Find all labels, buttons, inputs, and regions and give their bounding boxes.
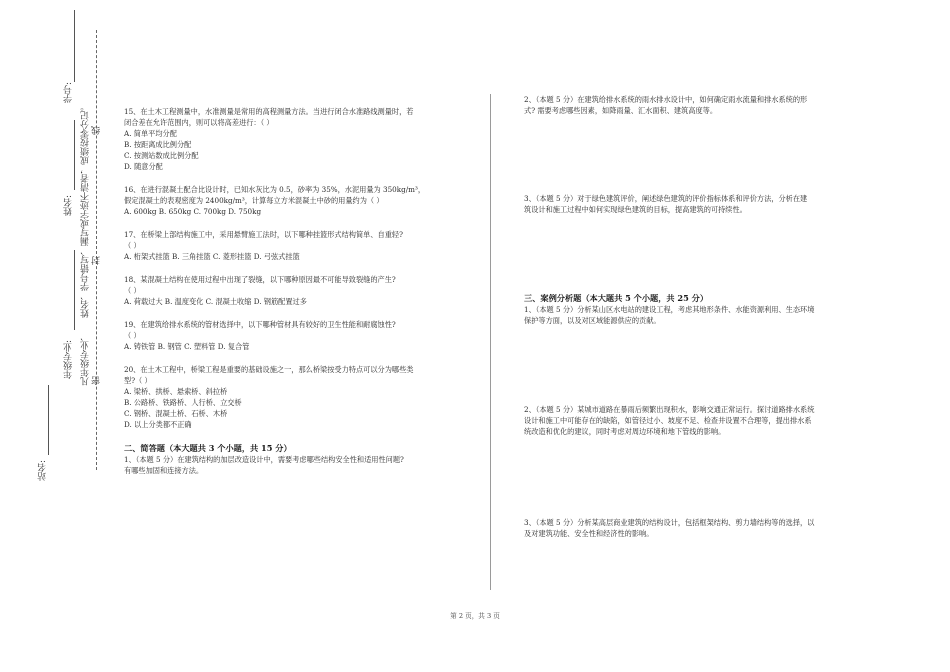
question-text: 型?（ ）: [124, 376, 152, 385]
left-column: [124, 106, 474, 476]
option: B. 公路桥、铁路桥、人行桥、立交桥: [124, 398, 242, 407]
seal-mark: 封: [92, 256, 102, 265]
question-text: （ ）: [124, 286, 141, 295]
question-15: [124, 106, 474, 172]
notice-text: 姓名、学号错写、漏写或字迹不清者，成绩按零分记。: [81, 102, 91, 318]
section-3: [524, 292, 884, 326]
option: A. 铸铁管 B. 钢管 C. 塑料管 D. 复合管: [124, 342, 250, 351]
question-text: （ ）: [124, 331, 141, 340]
right-column: [524, 94, 874, 116]
question-text: 17、在桥梁上部结构施工中，采用悬臂施工法时，以下哪种挂篮形式结构简单、自重轻?: [124, 230, 403, 239]
case-question-3: [524, 517, 884, 539]
option: D. 以上分类都不正确: [124, 420, 192, 429]
name-fill-line: [74, 120, 75, 190]
short-answer-3: [524, 193, 874, 215]
question-17: [124, 229, 474, 262]
question-19: [124, 319, 474, 352]
question-text: 式? 需要考虑哪些因素，如降雨量、汇水面积、建筑高度等。: [524, 106, 718, 115]
question-text: 3、（本题 5 分）对于绿色建筑评价，阐述绿色建筑的评价指标体系和评价方法，分析在建: [524, 194, 808, 203]
major-label: 年级专业:: [64, 340, 74, 380]
section-2-title: 二、简答题（本大题共 3 个小题，共 15 分）: [124, 443, 292, 453]
question-text: 20、在土木工程中，桥梁工程是重要的基础设施之一，那么桥梁按受力特点可以分为哪些类: [124, 365, 414, 374]
cut-dashed-line: [96, 30, 97, 470]
option: B. 按距离成比例分配: [124, 140, 192, 149]
question-20: [124, 364, 474, 430]
question-text: 统改造和优化的建议，同时考虑对周边环境和地下管线的影响。: [524, 427, 726, 436]
question-16: [124, 184, 474, 217]
student-id-label: 学号:: [64, 82, 74, 104]
question-text: 有哪些加固和连接方法。: [124, 466, 204, 475]
question-text: 2、（本题 5 分）在建筑给排水系统的雨水排水设计中，如何确定雨水流量和排水系统的形: [524, 95, 808, 104]
question-text: 保护等方面，以及对区域能源供应的贡献。: [524, 316, 661, 325]
question-text: （ ）: [124, 241, 141, 250]
section-3-title: 三、案例分析题（本大题共 5 个小题，共 25 分）: [524, 293, 709, 303]
option: A. 桁架式挂篮 B. 三角挂篮 C. 菱形挂篮 D. 弓弦式挂篮: [124, 252, 300, 261]
question-text: 1、（本题 5 分）分析某山区水电站的建设工程，考虑其地形条件、水能资源利用、生态环境: [524, 305, 815, 314]
short-answer-1: [124, 454, 474, 476]
question-text: 假定混凝土的表观密度为 2400kg/m³，计算每立方米混凝土中砂的用量约为（ ）: [124, 196, 384, 205]
column-divider: [490, 94, 491, 590]
case-question-2: [524, 404, 884, 437]
question-text: 2、（本题 5 分）某城市道路在暴雨后频繁出现积水，影响交通正常运行。探讨道路排水系统: [524, 405, 815, 414]
option: A. 简单平均分配: [124, 129, 177, 138]
option: A. 荷载过大 B. 温度变化 C. 混凝土收缩 D. 钢筋配置过多: [124, 297, 307, 306]
question-text: 18、某混凝土结构在使用过程中出现了裂缝，以下哪种原因最不可能导致裂缝的产生?: [124, 275, 396, 284]
name-label: 姓名:: [64, 195, 74, 217]
short-answer-2: [524, 94, 874, 116]
question-text: 闭合差在允许范围内，则可以将高差进行：（ ）: [124, 118, 274, 127]
question-text: 3、（本题 5 分）分析某高层商业建筑的结构设计，包括框架结构、剪力墙结构等的选择，以: [524, 518, 815, 527]
question-text: 1、（本题 5 分）在建筑结构的加层改造设计中，需要考虑哪些结构安全性和适用性问题?: [124, 455, 404, 464]
class-label: 凡年级专业、: [81, 332, 91, 386]
major-fill-line: [74, 250, 75, 330]
line-mark: 线: [92, 126, 102, 135]
question-text: 15、在土木工程测量中，水准测量是常用的高程测量方法。当进行闭合水准路线测量时，若: [124, 107, 414, 116]
student-id-fill-line: [74, 10, 75, 82]
option: A. 梁桥、拱桥、悬索桥、斜拉桥: [124, 387, 228, 396]
question-text: 16、在进行混凝土配合比设计时，已知水灰比为 0.5，砂率为 35%，水泥用量为 350kg/m³，: [124, 185, 426, 194]
venue-fill-line: [48, 385, 49, 455]
case-question-1: [524, 304, 884, 326]
question-text: 及对建筑功能、安全性和经济性的影响。: [524, 529, 654, 538]
question-text: 筑设计和施工过程中如何实现绿色建筑的目标，提高建筑的可持续性。: [524, 205, 747, 214]
venue-label: 站名:: [38, 460, 48, 482]
option: C. 钢桥、混凝土桥、石桥、木桥: [124, 409, 228, 418]
option: A. 600kg B. 650kg C. 700kg D. 750kg: [124, 207, 262, 216]
option: D. 随意分配: [124, 162, 163, 171]
question-18: [124, 274, 474, 307]
secret-mark: 密: [92, 376, 102, 385]
question-text: 设计和施工中可能存在的缺陷，如管径过小、坡度不足、检查井设置不合理等，提出排水系: [524, 416, 812, 425]
question-text: 19、在建筑给排水系统的管材选择中，以下哪种管材具有较好的卫生性能和耐腐蚀性?: [124, 320, 396, 329]
option: C. 按测站数成比例分配: [124, 151, 199, 160]
page-number: 第 2 页，共 3 页: [450, 612, 500, 620]
